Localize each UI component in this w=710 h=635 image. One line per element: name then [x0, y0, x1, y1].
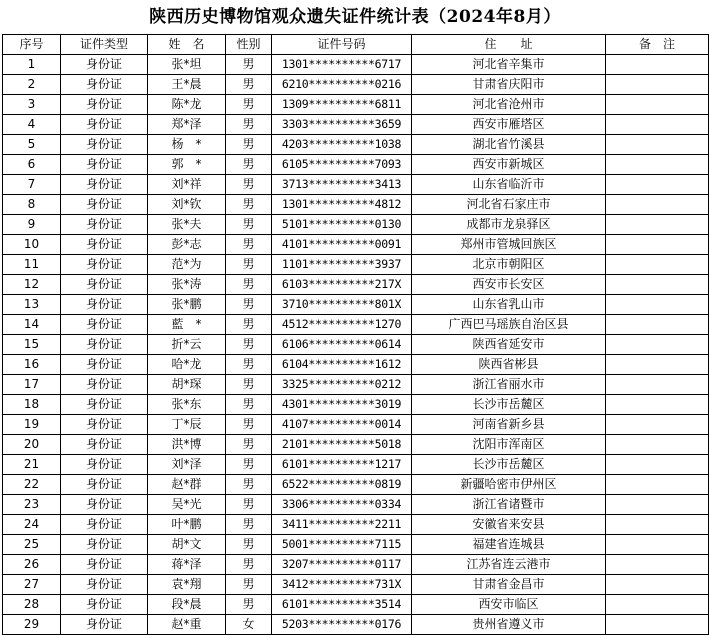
cell-seq: 24 — [3, 515, 61, 535]
cell-gender: 男 — [226, 95, 272, 115]
cell-gender: 女 — [226, 615, 272, 635]
cell-address: 河北省石家庄市 — [412, 195, 606, 215]
table-row — [3, 75, 709, 95]
cell-id-no: 4512**********1270 — [272, 315, 412, 335]
cell-seq: 2 — [3, 75, 61, 95]
cell-name: 吴*光 — [148, 495, 226, 515]
cell-gender: 男 — [226, 515, 272, 535]
cell-remark — [606, 155, 709, 175]
cell-remark — [606, 335, 709, 355]
cell-name: 刘*祥 — [148, 175, 226, 195]
cell-address: 北京市朝阳区 — [412, 255, 606, 275]
cell-name: 张*坦 — [148, 55, 226, 75]
cell-gender: 男 — [226, 55, 272, 75]
cell-seq: 9 — [3, 215, 61, 235]
cell-address: 广西巴马瑶族自治区县 — [412, 315, 606, 335]
cell-name: 彭*志 — [148, 235, 226, 255]
cell-name: 藍 * — [148, 315, 226, 335]
cell-remark — [606, 555, 709, 575]
cell-name: 赵*群 — [148, 475, 226, 495]
cell-remark — [606, 255, 709, 275]
cell-seq: 13 — [3, 295, 61, 315]
cell-remark — [606, 515, 709, 535]
cell-id-no: 6210**********0216 — [272, 75, 412, 95]
cell-type: 身份证 — [61, 235, 148, 255]
table-row — [3, 215, 709, 235]
cell-remark — [606, 175, 709, 195]
cell-type: 身份证 — [61, 355, 148, 375]
cell-seq: 21 — [3, 455, 61, 475]
cell-remark — [606, 495, 709, 515]
cell-address: 郑州市管城回族区 — [412, 235, 606, 255]
cell-id-no: 1301**********6717 — [272, 55, 412, 75]
cell-seq: 14 — [3, 315, 61, 335]
cell-seq: 15 — [3, 335, 61, 355]
cell-gender: 男 — [226, 555, 272, 575]
table-row — [3, 475, 709, 495]
cell-id-no: 3710**********801X — [272, 295, 412, 315]
cell-name: 折*云 — [148, 335, 226, 355]
cell-address: 河南省新乡县 — [412, 415, 606, 435]
cell-remark — [606, 615, 709, 635]
cell-id-no: 1101**********3937 — [272, 255, 412, 275]
cell-address: 安徽省来安县 — [412, 515, 606, 535]
cell-seq: 20 — [3, 435, 61, 455]
cell-seq: 4 — [3, 115, 61, 135]
cell-name: 叶*鹏 — [148, 515, 226, 535]
cell-id-no: 6105**********7093 — [272, 155, 412, 175]
cell-remark — [606, 435, 709, 455]
cell-type: 身份证 — [61, 615, 148, 635]
cell-gender: 男 — [226, 335, 272, 355]
cell-address: 新疆哈密市伊州区 — [412, 475, 606, 495]
cell-seq: 27 — [3, 575, 61, 595]
cell-address: 西安市长安区 — [412, 275, 606, 295]
cell-address: 山东省乳山市 — [412, 295, 606, 315]
cell-gender: 男 — [226, 535, 272, 555]
cell-gender: 男 — [226, 75, 272, 95]
table-row — [3, 55, 709, 75]
cell-address: 河北省辛集市 — [412, 55, 606, 75]
table-row — [3, 235, 709, 255]
cell-remark — [606, 475, 709, 495]
cell-gender: 男 — [226, 115, 272, 135]
cell-address: 长沙市岳麓区 — [412, 395, 606, 415]
cell-id-no: 6101**********1217 — [272, 455, 412, 475]
cell-gender: 男 — [226, 195, 272, 215]
cell-type: 身份证 — [61, 555, 148, 575]
table-row — [3, 195, 709, 215]
lost-documents-table — [2, 34, 709, 635]
table-row — [3, 395, 709, 415]
table-row — [3, 495, 709, 515]
cell-seq: 23 — [3, 495, 61, 515]
cell-type: 身份证 — [61, 495, 148, 515]
cell-remark — [606, 395, 709, 415]
cell-seq: 28 — [3, 595, 61, 615]
cell-remark — [606, 235, 709, 255]
cell-gender: 男 — [226, 315, 272, 335]
table-row — [3, 435, 709, 455]
cell-name: 王*晨 — [148, 75, 226, 95]
cell-id-no: 6106**********0614 — [272, 335, 412, 355]
cell-id-no: 6522**********0819 — [272, 475, 412, 495]
cell-gender: 男 — [226, 495, 272, 515]
cell-address: 甘肃省金昌市 — [412, 575, 606, 595]
cell-id-no: 1309**********6811 — [272, 95, 412, 115]
cell-type: 身份证 — [61, 175, 148, 195]
cell-id-no: 4301**********3019 — [272, 395, 412, 415]
cell-name: 胡*文 — [148, 535, 226, 555]
cell-address: 长沙市岳麓区 — [412, 455, 606, 475]
cell-name: 范*为 — [148, 255, 226, 275]
cell-address: 浙江省诸暨市 — [412, 495, 606, 515]
header-remark: 备 注 — [606, 35, 709, 55]
cell-type: 身份证 — [61, 115, 148, 135]
cell-remark — [606, 295, 709, 315]
cell-seq: 18 — [3, 395, 61, 415]
cell-seq: 22 — [3, 475, 61, 495]
cell-id-no: 3207**********0117 — [272, 555, 412, 575]
cell-remark — [606, 415, 709, 435]
cell-remark — [606, 75, 709, 95]
table-row — [3, 535, 709, 555]
cell-name: 张*鹏 — [148, 295, 226, 315]
cell-id-no: 6101**********3514 — [272, 595, 412, 615]
cell-remark — [606, 115, 709, 135]
cell-remark — [606, 535, 709, 555]
cell-name: 哈*龙 — [148, 355, 226, 375]
cell-type: 身份证 — [61, 155, 148, 175]
cell-name: 张*涛 — [148, 275, 226, 295]
table-row — [3, 295, 709, 315]
cell-id-no: 5203**********0176 — [272, 615, 412, 635]
table-row — [3, 455, 709, 475]
cell-name: 杨 * — [148, 135, 226, 155]
cell-id-no: 3303**********3659 — [272, 115, 412, 135]
cell-gender: 男 — [226, 175, 272, 195]
header-name: 姓 名 — [148, 35, 226, 55]
table-row — [3, 175, 709, 195]
table-row — [3, 415, 709, 435]
cell-remark — [606, 195, 709, 215]
cell-address: 江苏省连云港市 — [412, 555, 606, 575]
cell-seq: 6 — [3, 155, 61, 175]
cell-name: 张*夫 — [148, 215, 226, 235]
cell-name: 洪*博 — [148, 435, 226, 455]
header-type: 证件类型 — [61, 35, 148, 55]
cell-address: 湖北省竹溪县 — [412, 135, 606, 155]
cell-gender: 男 — [226, 575, 272, 595]
cell-remark — [606, 455, 709, 475]
cell-address: 西安市临区 — [412, 595, 606, 615]
cell-address: 浙江省丽水市 — [412, 375, 606, 395]
cell-name: 胡*琛 — [148, 375, 226, 395]
cell-type: 身份证 — [61, 75, 148, 95]
table-row — [3, 515, 709, 535]
cell-type: 身份证 — [61, 515, 148, 535]
cell-address: 陕西省彬县 — [412, 355, 606, 375]
cell-name: 刘*钦 — [148, 195, 226, 215]
cell-seq: 12 — [3, 275, 61, 295]
cell-name: 袁*翔 — [148, 575, 226, 595]
cell-gender: 男 — [226, 155, 272, 175]
header-seq: 序号 — [3, 35, 61, 55]
cell-remark — [606, 355, 709, 375]
cell-type: 身份证 — [61, 275, 148, 295]
cell-name: 段*晨 — [148, 595, 226, 615]
cell-gender: 男 — [226, 135, 272, 155]
cell-address: 成都市龙泉驿区 — [412, 215, 606, 235]
cell-gender: 男 — [226, 395, 272, 415]
cell-name: 蒋*泽 — [148, 555, 226, 575]
table-row — [3, 615, 709, 635]
cell-gender: 男 — [226, 415, 272, 435]
cell-seq: 10 — [3, 235, 61, 255]
table-body — [3, 55, 709, 635]
cell-seq: 5 — [3, 135, 61, 155]
cell-remark — [606, 215, 709, 235]
cell-gender: 男 — [226, 215, 272, 235]
table-row — [3, 335, 709, 355]
cell-remark — [606, 595, 709, 615]
cell-type: 身份证 — [61, 375, 148, 395]
cell-gender: 男 — [226, 375, 272, 395]
header-gender: 性别 — [226, 35, 272, 55]
cell-gender: 男 — [226, 595, 272, 615]
cell-name: 郑*泽 — [148, 115, 226, 135]
cell-name: 郭 * — [148, 155, 226, 175]
header-row — [3, 35, 709, 55]
cell-remark — [606, 275, 709, 295]
cell-remark — [606, 575, 709, 595]
cell-name: 丁*辰 — [148, 415, 226, 435]
cell-seq: 25 — [3, 535, 61, 555]
cell-type: 身份证 — [61, 195, 148, 215]
cell-type: 身份证 — [61, 395, 148, 415]
cell-gender: 男 — [226, 475, 272, 495]
table-row — [3, 575, 709, 595]
cell-type: 身份证 — [61, 435, 148, 455]
cell-seq: 29 — [3, 615, 61, 635]
cell-type: 身份证 — [61, 255, 148, 275]
cell-address: 甘肃省庆阳市 — [412, 75, 606, 95]
cell-id-no: 3325**********0212 — [272, 375, 412, 395]
table-row — [3, 255, 709, 275]
cell-address: 陕西省延安市 — [412, 335, 606, 355]
cell-id-no: 5101**********0130 — [272, 215, 412, 235]
cell-id-no: 2101**********5018 — [272, 435, 412, 455]
header-id-no: 证件号码 — [272, 35, 412, 55]
cell-name: 陈*龙 — [148, 95, 226, 115]
cell-gender: 男 — [226, 355, 272, 375]
table-row — [3, 375, 709, 395]
cell-id-no: 6104**********1612 — [272, 355, 412, 375]
table-row — [3, 315, 709, 335]
cell-type: 身份证 — [61, 215, 148, 235]
cell-id-no: 5001**********7115 — [272, 535, 412, 555]
cell-id-no: 3713**********3413 — [272, 175, 412, 195]
cell-seq: 17 — [3, 375, 61, 395]
table-row — [3, 135, 709, 155]
table-row — [3, 555, 709, 575]
cell-gender: 男 — [226, 435, 272, 455]
table-row — [3, 95, 709, 115]
cell-type: 身份证 — [61, 535, 148, 555]
cell-name: 刘*泽 — [148, 455, 226, 475]
cell-address: 河北省沧州市 — [412, 95, 606, 115]
cell-seq: 1 — [3, 55, 61, 75]
cell-remark — [606, 315, 709, 335]
cell-gender: 男 — [226, 295, 272, 315]
cell-type: 身份证 — [61, 315, 148, 335]
cell-remark — [606, 55, 709, 75]
cell-id-no: 3306**********0334 — [272, 495, 412, 515]
cell-type: 身份证 — [61, 295, 148, 315]
cell-gender: 男 — [226, 275, 272, 295]
cell-seq: 19 — [3, 415, 61, 435]
cell-type: 身份证 — [61, 95, 148, 115]
cell-type: 身份证 — [61, 135, 148, 155]
cell-type: 身份证 — [61, 55, 148, 75]
table-row — [3, 275, 709, 295]
table-row — [3, 355, 709, 375]
cell-remark — [606, 95, 709, 115]
cell-remark — [606, 375, 709, 395]
cell-type: 身份证 — [61, 455, 148, 475]
table-title: 陕西历史博物馆观众遗失证件统计表（2024年8月） — [149, 7, 561, 27]
cell-address: 贵州省遵义市 — [412, 615, 606, 635]
cell-seq: 3 — [3, 95, 61, 115]
table-row — [3, 595, 709, 615]
cell-address: 山东省临沂市 — [412, 175, 606, 195]
table-row — [3, 115, 709, 135]
cell-id-no: 4107**********0014 — [272, 415, 412, 435]
cell-seq: 7 — [3, 175, 61, 195]
cell-id-no: 1301**********4812 — [272, 195, 412, 215]
cell-id-no: 4203**********1038 — [272, 135, 412, 155]
cell-id-no: 3412**********731X — [272, 575, 412, 595]
cell-name: 张*东 — [148, 395, 226, 415]
cell-seq: 11 — [3, 255, 61, 275]
cell-type: 身份证 — [61, 335, 148, 355]
cell-type: 身份证 — [61, 595, 148, 615]
cell-type: 身份证 — [61, 475, 148, 495]
cell-id-no: 3411**********2211 — [272, 515, 412, 535]
cell-id-no: 6103**********217X — [272, 275, 412, 295]
cell-type: 身份证 — [61, 415, 148, 435]
cell-gender: 男 — [226, 255, 272, 275]
cell-address: 西安市新城区 — [412, 155, 606, 175]
cell-gender: 男 — [226, 455, 272, 475]
cell-name: 赵*重 — [148, 615, 226, 635]
cell-remark — [606, 135, 709, 155]
header-address: 住 址 — [412, 35, 606, 55]
cell-address: 沈阳市浑南区 — [412, 435, 606, 455]
cell-id-no: 4101**********0091 — [272, 235, 412, 255]
cell-address: 西安市雁塔区 — [412, 115, 606, 135]
cell-seq: 26 — [3, 555, 61, 575]
table-row — [3, 155, 709, 175]
cell-seq: 16 — [3, 355, 61, 375]
cell-seq: 8 — [3, 195, 61, 215]
cell-type: 身份证 — [61, 575, 148, 595]
cell-gender: 男 — [226, 235, 272, 255]
cell-address: 福建省连城县 — [412, 535, 606, 555]
